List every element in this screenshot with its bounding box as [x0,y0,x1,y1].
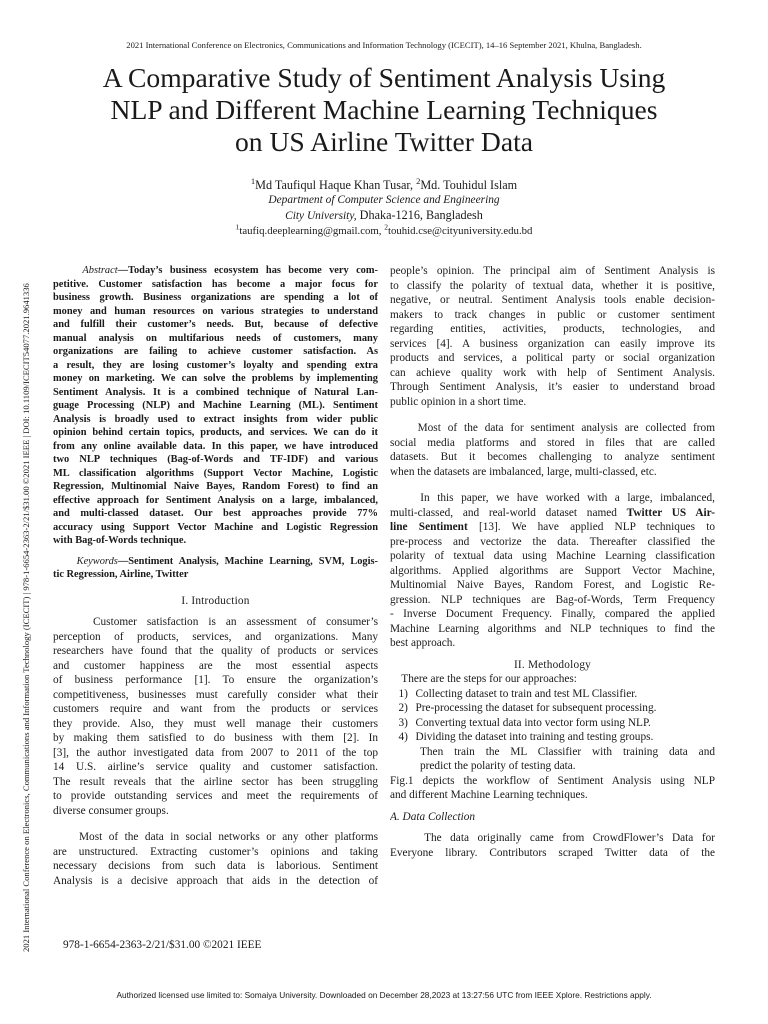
abstract-line: Sentiment Analysis. It is a combined technique of Natural Lan- [53,386,378,398]
right-column [390,264,715,860]
body-line: multi-classed, and real-world dataset named Twitter US Air- [390,506,715,519]
author-block [0,175,768,239]
body-line: customers require and want from the products or services [53,703,378,715]
department: Department of Computer Science and Engineering [268,194,500,206]
right-paragraph-2 [390,421,715,479]
affiliation: City University, Dhaka-1216, Bangladesh [285,208,483,222]
keywords-line: tic Regression, Airline, Twitter [53,569,189,580]
abstract-line: money on marketing. We can solve the problems by implementing [53,373,378,384]
title-line: NLP and Different Machine Learning Techniques [110,94,658,125]
body-line: There are the steps for our approaches: [401,673,577,685]
body-line: social media platforms and stored in files that are called [390,436,715,449]
author-2: Md. Touhidul Islam [420,178,518,192]
abstract-line: effective approach for Sentiment Analysis on a large, imbalanced, [53,494,378,506]
intro-paragraph-1 [53,615,378,818]
body-line: perception of products, services, and organizations. Many [53,630,378,643]
side-doi-strip: 2021 International Conference on Electronics, Communications and Information Technology (ICECIT) | 978-1-6654-2363-2/21/$31.00 ©2021 IEEE | DOI: 10.1109/ICECIT54077.2021.9641336 [21,283,31,952]
author-emails: $^1$taufiq.deeplearning@gmail.com, $^2$touhid.cse@cityuniversity.edu.bd [235,222,533,237]
body-line: line Sentiment [13]. We have applied NLP techniques to [390,521,715,533]
body-line: Most of the data in social networks or any other platforms [79,831,378,843]
body-line: best approach. [390,637,456,649]
conference-header: 2021 International Conference on Electronics, Communications and Information Technology (ICECIT), 14–16 September 2021, Khulna, Bangladesh. [126,40,642,50]
abstract-line: organizations are failing to achieve customer satisfaction. As [53,346,378,357]
abstract-line: Analysis is broadly used to extract insights from wider public [53,413,378,425]
body-line: competitiveness, businesses must carefully consider what their [53,688,378,701]
body-line: to provide outstanding services and meet the requirements of [53,790,378,802]
author-names: $^1$Md Taufiqul Haque Khan Tusar, $^2$Md. Touhidul Islam [250,175,518,192]
left-column [53,264,378,888]
abstract-line: and multi-classed dataset. Our best approaches provide 77% [53,508,378,519]
abstract-line: petitive. Customer satisfaction has become a major focus for [53,278,378,290]
right-paragraph-3 [390,491,715,651]
abstract-line: opinion behind certain topics, products, and services. We can do it [53,427,378,438]
body-line: Multinomial Naive Bayes, Random Forest, and Logistic Re- [390,579,715,591]
body-line: makers to track changes in public or customer sentiment [390,308,715,321]
author-1: Md Taufiqul Haque Khan Tusar, [255,178,417,192]
dataset-name: line Sentiment [390,521,468,533]
body-line: regarding entities, activities, products, technologies, and [390,323,715,335]
abstract-line: money and human resources on various strategies to understand [53,305,378,317]
body-line: diverse consumer groups. [53,804,169,817]
list-item: 3) Converting textual data into vector form using NLP. [398,716,651,729]
list-item: 1) Collecting dataset to train and test ML Classifier. [398,687,638,700]
body-line: and customer happiness are the most essential aspects [53,659,378,672]
abstract-line: guage Processing (NLP) and Machine Learning (ML). Sentiment [53,400,378,411]
abstract-line: business growth. Business organizations are spending a lot of [53,292,378,303]
body-line: and different Machine Learning techniques. [390,789,588,801]
list-item-continuation: Then train the ML Classifier with training data and [420,745,715,758]
dataset-name: Twitter US Air- [626,506,715,519]
body-line: [3], the author investigated data from 2007 to 2011 of the top [53,746,378,759]
body-line: Through Sentiment Analysis, it’s easier to understand broad [390,381,715,393]
abstract-line: Regression, Multinomial Naive Bayes, Random Forest) to find an [53,481,378,492]
body-line: of business performance [1]. To ensure the organization’s [53,674,378,686]
steps-list [390,687,715,774]
body-line: 14 U.S. airline’s service quality and customer satisfaction. [53,761,378,773]
list-item-continuation: predict the polarity of testing data. [420,760,576,772]
list-item: 4) Dividing the dataset into training and testing groups. [398,731,654,743]
body-line: products and services, a political party or social organization [390,352,715,364]
abstract-line: accuracy using Support Vector Machine and Logistic Regression [53,521,378,533]
abstract-line: from any online available data. In this paper, we have introduced [53,440,378,452]
abstract-line: Abstract—Today’s business ecosystem has become very com- [82,265,378,276]
body-line: services [4]. A business organization can easily improve its [390,337,715,350]
section-heading-methodology: II. Methodology [513,658,592,671]
email-1: taufiq.deeplearning@gmail.com, [239,225,385,237]
copyright-footer: 978-1-6654-2363-2/21/$31.00 ©2021 IEEE [63,939,262,951]
body-line: The data originally came from CrowdFlower’s Data for [424,832,715,844]
body-line: public opinion in a short time. [390,395,527,408]
list-item: 2) Pre-processing the dataset for subsequent processing. [398,702,657,714]
title-line: A Comparative Study of Sentiment Analysis Using [102,62,666,93]
body-line: polarity of textual data using Machine Learning classification [390,550,715,562]
abstract [53,264,378,548]
body-line: Fig.1 depicts the workflow of Sentiment Analysis using NLP [390,774,715,787]
body-line: researchers have found that the quality of products or services [53,645,378,657]
body-line: by making them satisfied to do business with them [2]. In [53,732,378,744]
body-line: Customer satisfaction is an assessment of consumer’s [92,616,378,628]
body-line: - Inverse Document Frequency. Finally, compared the applied [390,608,715,620]
license-notice: Authorized licensed use limited to: Somaiya University. Downloaded on December 28,2023 at 13:27:56 UTC from IEEE Xplore. Restrictions apply. [116,990,652,1000]
keywords [53,555,378,582]
body-line: Most of the data for sentiment analysis are collected from [417,422,715,434]
body-line: to classify the polarity of textual data, whether it is positive, [390,279,715,292]
intro-paragraph-2 [53,830,378,888]
keywords-line: Keywords—Sentiment Analysis, Machine Learning, SVM, Logis- [76,555,378,567]
body-line: Machine Learning algorithms and NLP techniques to find the [390,622,715,635]
body-line: gression. NLP techniques are Bag-of-Words, Term Frequency [390,593,715,606]
abstract-line: two NLP techniques (Bag-of-Words and TF-IDF) and various [53,454,378,465]
title-line: on US Airline Twitter Data [235,126,533,157]
body-line: when the datasets are imbalanced, large, multi-classed, etc. [390,465,657,478]
body-line: they provide. Also, they must well manage their customers [53,717,378,730]
body-line: Everyone library. Contributors scraped Twitter data of the [390,846,715,859]
email-2: touhid.cse@cityuniversity.edu.bd [387,225,533,237]
right-paragraph-1 [390,264,715,409]
abstract-line: manual analysis on multifarious needs of customers, many [53,332,378,344]
body-line: The result reveals that the airline sector has been struggling [53,775,378,788]
body-line: necessary decisions from such data is laborious. Sentiment [53,860,378,872]
body-line: people’s opinion. The principal aim of Sentiment Analysis is [390,265,715,277]
abstract-line: and fulfill their customer’s needs. But, because of defective [53,319,378,330]
body-line: In this paper, we have worked with a large, imbalanced, [420,492,715,504]
body-line: algorithms. Applied algorithms are Support Vector Machine, [390,564,715,577]
abstract-line: ML classification algorithms (Support Vector Machine, Logistic [53,467,378,479]
body-line: Analysis is a decisive approach that aids in the detection of [53,874,378,887]
body-line: are unstructured. Extracting customer’s opinions and taking [53,845,378,858]
body-line: datasets. But it becomes challenging to analyze sentiment [390,451,715,463]
body-line: can achieve quality work with help of Sentiment Analysis. [390,366,715,379]
abstract-line: a result, they are losing customer’s loyalty and spending extra [53,359,378,371]
subsection-heading-data-collection: A. Data Collection [390,810,476,823]
section-heading-introduction: I. Introduction [181,594,250,607]
paper-title [0,62,768,158]
body-line: negative, or neutral. Sentiment Analysis tools enable decision- [390,294,715,306]
abstract-line: with Bag-of-Words technique. [53,535,187,546]
body-line: pre-process and vectorize the data. Thereafter classified the [390,535,715,548]
